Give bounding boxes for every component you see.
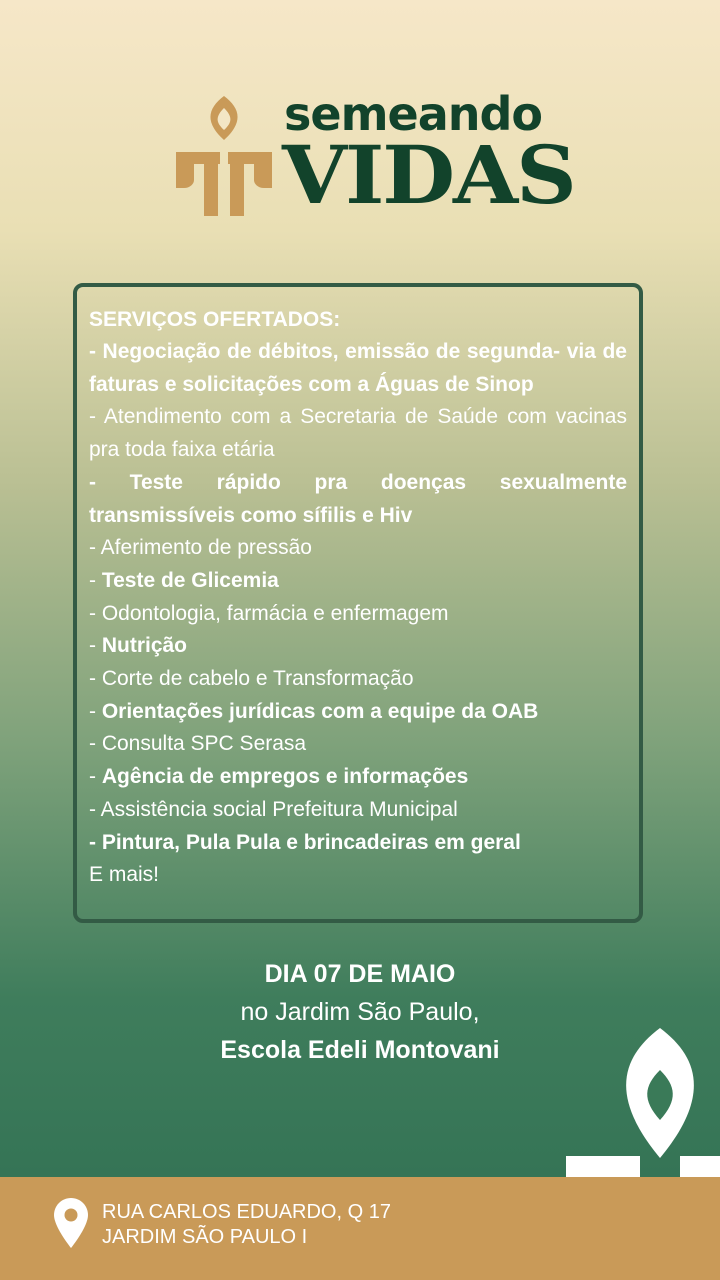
location-pin-icon <box>54 1198 88 1248</box>
services-box <box>73 283 643 923</box>
service-item: - Corte de cabelo e Transformação <box>89 667 414 691</box>
service-item-bold: Nutrição <box>101 634 188 658</box>
service-item-bold: Agência de empregos e informações <box>101 765 469 789</box>
service-item <box>89 630 627 663</box>
logo-word-semeando: semeando <box>284 87 543 141</box>
address-line1: RUA CARLOS EDUARDO, Q 17 <box>102 1201 391 1223</box>
event-school: Escola Edeli Montovani <box>220 1036 500 1064</box>
service-item: - Pintura, Pula Pula e brincadeiras em geral <box>89 830 521 854</box>
event-date: DIA 07 DE MAIO <box>264 960 456 988</box>
service-item: - Aferimento de pressão <box>89 536 312 560</box>
semeando-vidas-logo <box>170 87 575 223</box>
logo-word-vidas: VIDAS <box>282 128 575 222</box>
address <box>102 1200 391 1250</box>
service-dash: - <box>89 634 102 658</box>
services-title: SERVIÇOS OFERTADOS: <box>89 308 341 331</box>
service-item-bold: Orientações jurídicas com a equipe da OAB <box>101 699 539 723</box>
service-item: - Odontologia, farmácia e enfermagem <box>89 601 449 625</box>
service-dash: - <box>89 765 102 789</box>
service-item: E mais! <box>89 863 160 887</box>
service-item <box>89 761 627 794</box>
service-item: - Negociação de débitos, emissão de segunda- via de faturas e solicitações com a Águas de Sinop <box>89 340 627 396</box>
service-item: - Assistência social Prefeitura Municipal <box>89 797 458 821</box>
address-line2: JARDIM SÃO PAULO I <box>102 1226 308 1248</box>
service-item-bold: Teste de Glicemia <box>101 568 279 592</box>
event-place: no Jardim São Paulo, <box>240 998 480 1026</box>
service-item <box>89 696 627 729</box>
service-dash: - <box>89 699 102 723</box>
sprout-logo-icon <box>170 92 278 218</box>
service-item: - Atendimento com a Secretaria de Saúde com vacinas pra toda faixa etária <box>89 405 627 462</box>
service-dash: - <box>89 568 102 592</box>
service-item: - Teste rápido pra doenças sexualmente transmissíveis como sífilis e Hiv <box>89 470 627 527</box>
service-item: - Consulta SPC Serasa <box>89 732 307 756</box>
service-item <box>89 565 627 598</box>
